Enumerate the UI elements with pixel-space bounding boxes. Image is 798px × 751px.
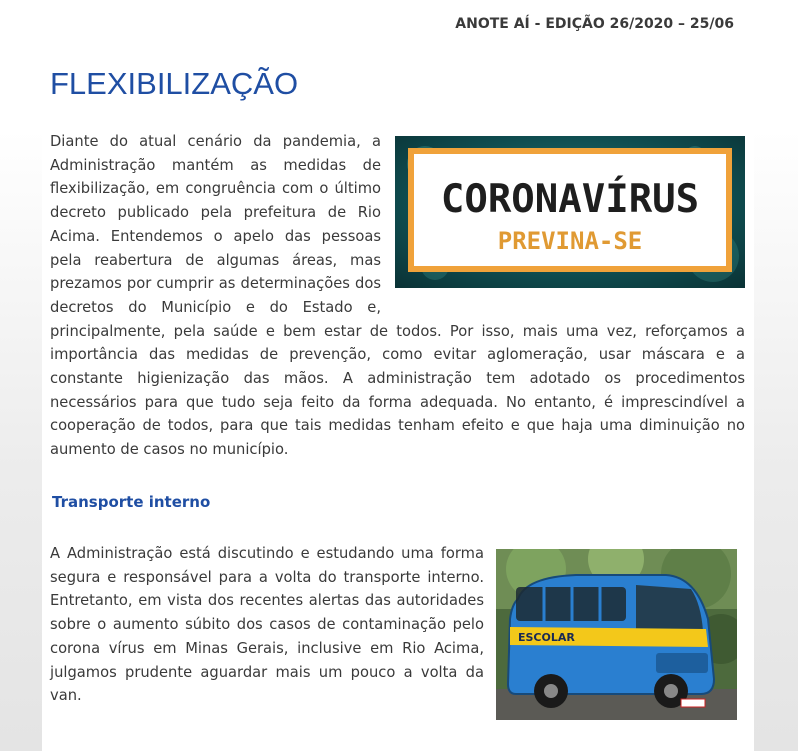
page-title: FLEXIBILIZAÇÃO <box>50 66 299 101</box>
coronavirus-banner-image <box>395 136 745 296</box>
paragraph-1-text: Diante do atual cenário da pandemia, a Administração mantém as medidas de flexibilização, em congruência com o último decreto publicado pela prefeitura de Rio Acima. Entendemos o apelo das pessoas pela reabertura de algumas áreas, mas prezamos por cumprir as determinações dos decretos do Município e do Estado e, principalmente, pela saúde e bem estar de todos. Por isso, mais uma vez, reforçamos a importância das medidas de prevenção, como evitar aglomeração, usar máscara e a constante higienização das mãos. A administração tem adotado os procedimentos necessários para que tudo seja feito da forma adequada. No entanto, é imprescindível a cooperação de todos, para que tais medidas tenham efeito e que haja uma diminuição no aumento de casos no município. <box>50 133 745 459</box>
banner-line1: CORONAVÍRUS <box>440 177 700 222</box>
bus-sign: ESCOLAR <box>518 631 575 644</box>
article-paragraph-2: A Administração está discutindo e estudando uma forma segura e responsável para a volta do transporte interno. Entretanto, em vista dos recentes alertas das autoridades sobre o aumento súbito dos casos de contaminação pelo corona vírus em Minas Gerais, inclusive em Rio Acima, julgamos prudente aguardar mais um pouco a volta da van. <box>50 545 484 705</box>
edition-header: ANOTE AÍ - EDIÇÃO 26/2020 – 25/06 <box>455 16 734 32</box>
school-bus-image <box>496 549 737 720</box>
section-title-transporte: Transporte interno <box>52 493 211 511</box>
banner-line2: PREVINA-SE <box>497 227 643 255</box>
article-paragraph-1 <box>50 130 745 462</box>
